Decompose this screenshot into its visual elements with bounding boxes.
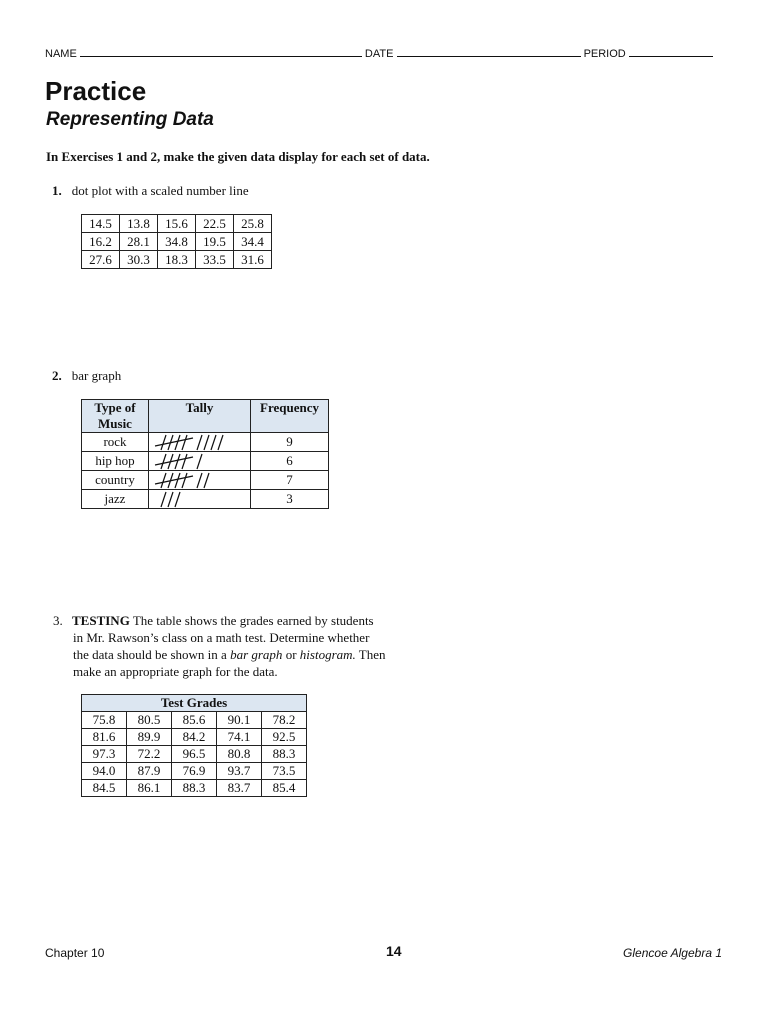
- tally-cross-stroke: [155, 438, 193, 446]
- data-cell: 14.5: [82, 215, 120, 233]
- tally-stroke: [175, 435, 180, 450]
- grade-cell: 78.2: [262, 712, 307, 729]
- frequency-cell: 7: [251, 471, 329, 490]
- tally-stroke: [182, 454, 187, 469]
- grade-cell: 73.5: [262, 763, 307, 780]
- data-cell: 13.8: [120, 215, 158, 233]
- tally-stroke: [182, 435, 187, 450]
- exercise-1-text: dot plot with a scaled number line: [71, 183, 249, 198]
- tally-marks: [149, 471, 249, 489]
- grade-cell: 83.7: [217, 780, 262, 797]
- tally-stroke: [175, 473, 180, 488]
- data-cell: 16.2: [82, 233, 120, 251]
- footer-book-title: Glencoe Algebra 1: [623, 946, 722, 960]
- table-row: [82, 233, 272, 251]
- frequency-cell: 6: [251, 452, 329, 471]
- table-row: [82, 780, 307, 797]
- footer-chapter: Chapter 10: [45, 946, 105, 960]
- grade-cell: 81.6: [82, 729, 127, 746]
- data-cell: 30.3: [120, 251, 158, 269]
- term-bar-graph: bar graph: [230, 647, 283, 662]
- header-line: [45, 46, 725, 60]
- tally-cell: [149, 433, 251, 452]
- header-type-of-music: Type of Music: [82, 400, 149, 433]
- period-blank: [629, 46, 713, 57]
- period-label: PERIOD: [583, 48, 626, 60]
- grade-cell: 89.9: [127, 729, 172, 746]
- grade-cell: 86.1: [127, 780, 172, 797]
- tally-marks: [149, 452, 249, 470]
- grade-cell: 97.3: [82, 746, 127, 763]
- tally-stroke: [204, 435, 209, 450]
- data-cell: 18.3: [158, 251, 196, 269]
- exercise-1-prompt: [52, 182, 249, 200]
- tally-stroke: [161, 473, 166, 488]
- tally-stroke: [168, 492, 173, 507]
- grade-cell: 76.9: [172, 763, 217, 780]
- grade-cell: 96.5: [172, 746, 217, 763]
- tally-cell: [149, 452, 251, 471]
- term-histogram: histogram.: [299, 647, 356, 662]
- table-row: [82, 746, 307, 763]
- music-type-cell: jazz: [82, 490, 149, 509]
- tally-stroke: [175, 492, 180, 507]
- table-row: [82, 490, 329, 509]
- grade-cell: 72.2: [127, 746, 172, 763]
- exercise-3-number: 3.: [53, 613, 63, 628]
- data-cell: 28.1: [120, 233, 158, 251]
- grade-cell: 85.4: [262, 780, 307, 797]
- tally-stroke: [182, 473, 187, 488]
- line-3-part-then: Then: [358, 647, 386, 662]
- header-frequency: Frequency: [251, 400, 329, 433]
- exercise-3-keyword: TESTING: [72, 613, 130, 628]
- exercise-1-data-table: [81, 214, 272, 269]
- tally-marks: [149, 490, 249, 508]
- table-row: [82, 251, 272, 269]
- data-cell: 31.6: [234, 251, 272, 269]
- instructions: In Exercises 1 and 2, make the given data display for each set of data.: [46, 149, 430, 164]
- table-row: [82, 471, 329, 490]
- grade-cell: 90.1: [217, 712, 262, 729]
- date-blank: [397, 46, 581, 57]
- grade-cell: 93.7: [217, 763, 262, 780]
- tally-stroke: [175, 454, 180, 469]
- exercise-3-line-3: [53, 646, 386, 663]
- frequency-cell: 3: [251, 490, 329, 509]
- exercise-3-line-1: The table shows the grades earned by students: [132, 613, 374, 628]
- table-row: [82, 712, 307, 729]
- tally-stroke: [161, 454, 166, 469]
- data-cell: 27.6: [82, 251, 120, 269]
- grade-cell: 75.8: [82, 712, 127, 729]
- test-grades-title: Test Grades: [82, 695, 307, 712]
- table-row: [82, 452, 329, 471]
- grade-cell: 74.1: [217, 729, 262, 746]
- tally-cell: [149, 471, 251, 490]
- grade-cell: 84.2: [172, 729, 217, 746]
- grade-cell: 87.9: [127, 763, 172, 780]
- exercise-3-prompt: [53, 612, 386, 680]
- line-3-part-or: or: [285, 647, 297, 662]
- data-cell: 25.8: [234, 215, 272, 233]
- test-grades-table: [81, 694, 307, 797]
- data-cell: 15.6: [158, 215, 196, 233]
- exercise-2-prompt: [52, 367, 121, 385]
- tally-stroke: [161, 492, 166, 507]
- exercise-2-text: bar graph: [71, 368, 122, 383]
- footer-page-number: 14: [386, 943, 402, 959]
- grade-cell: 80.5: [127, 712, 172, 729]
- tally-stroke: [197, 435, 202, 450]
- grade-cell: 84.5: [82, 780, 127, 797]
- tally-stroke: [197, 473, 202, 488]
- page-title: Practice: [45, 76, 147, 106]
- music-type-cell: rock: [82, 433, 149, 452]
- data-cell: 34.4: [234, 233, 272, 251]
- tally-marks: [149, 433, 249, 451]
- music-type-cell: country: [82, 471, 149, 490]
- data-cell: 34.8: [158, 233, 196, 251]
- tally-stroke: [161, 435, 166, 450]
- name-blank: [80, 46, 362, 57]
- line-3-part-a: the data should be shown in a: [73, 647, 227, 662]
- exercise-3-line-2: in Mr. Rawson’s class on a math test. Determine whether: [73, 630, 370, 645]
- exercise-2-number: 2.: [52, 368, 62, 383]
- data-cell: 22.5: [196, 215, 234, 233]
- tally-stroke: [218, 435, 223, 450]
- table-row: [82, 215, 272, 233]
- tally-stroke: [197, 454, 202, 469]
- table-row: [82, 763, 307, 780]
- exercise-3-line-4: make an appropriate graph for the data.: [73, 664, 278, 679]
- exercise-1-number: 1.: [52, 183, 62, 198]
- grade-cell: 88.3: [262, 746, 307, 763]
- tally-cross-stroke: [155, 457, 193, 465]
- table-row: [82, 433, 329, 452]
- data-cell: 19.5: [196, 233, 234, 251]
- grade-cell: 88.3: [172, 780, 217, 797]
- tally-stroke: [204, 473, 209, 488]
- music-tally-table: [81, 399, 329, 509]
- tally-cell: [149, 490, 251, 509]
- date-label: DATE: [364, 48, 394, 60]
- music-type-cell: hip hop: [82, 452, 149, 471]
- page-subtitle: Representing Data: [46, 109, 214, 130]
- tally-cross-stroke: [155, 476, 193, 484]
- grade-cell: 80.8: [217, 746, 262, 763]
- grade-cell: 92.5: [262, 729, 307, 746]
- data-cell: 33.5: [196, 251, 234, 269]
- grade-cell: 85.6: [172, 712, 217, 729]
- name-label: NAME: [45, 48, 77, 60]
- tally-stroke: [211, 435, 216, 450]
- header-tally: Tally: [149, 400, 251, 433]
- frequency-cell: 9: [251, 433, 329, 452]
- table-row: [82, 729, 307, 746]
- grade-cell: 94.0: [82, 763, 127, 780]
